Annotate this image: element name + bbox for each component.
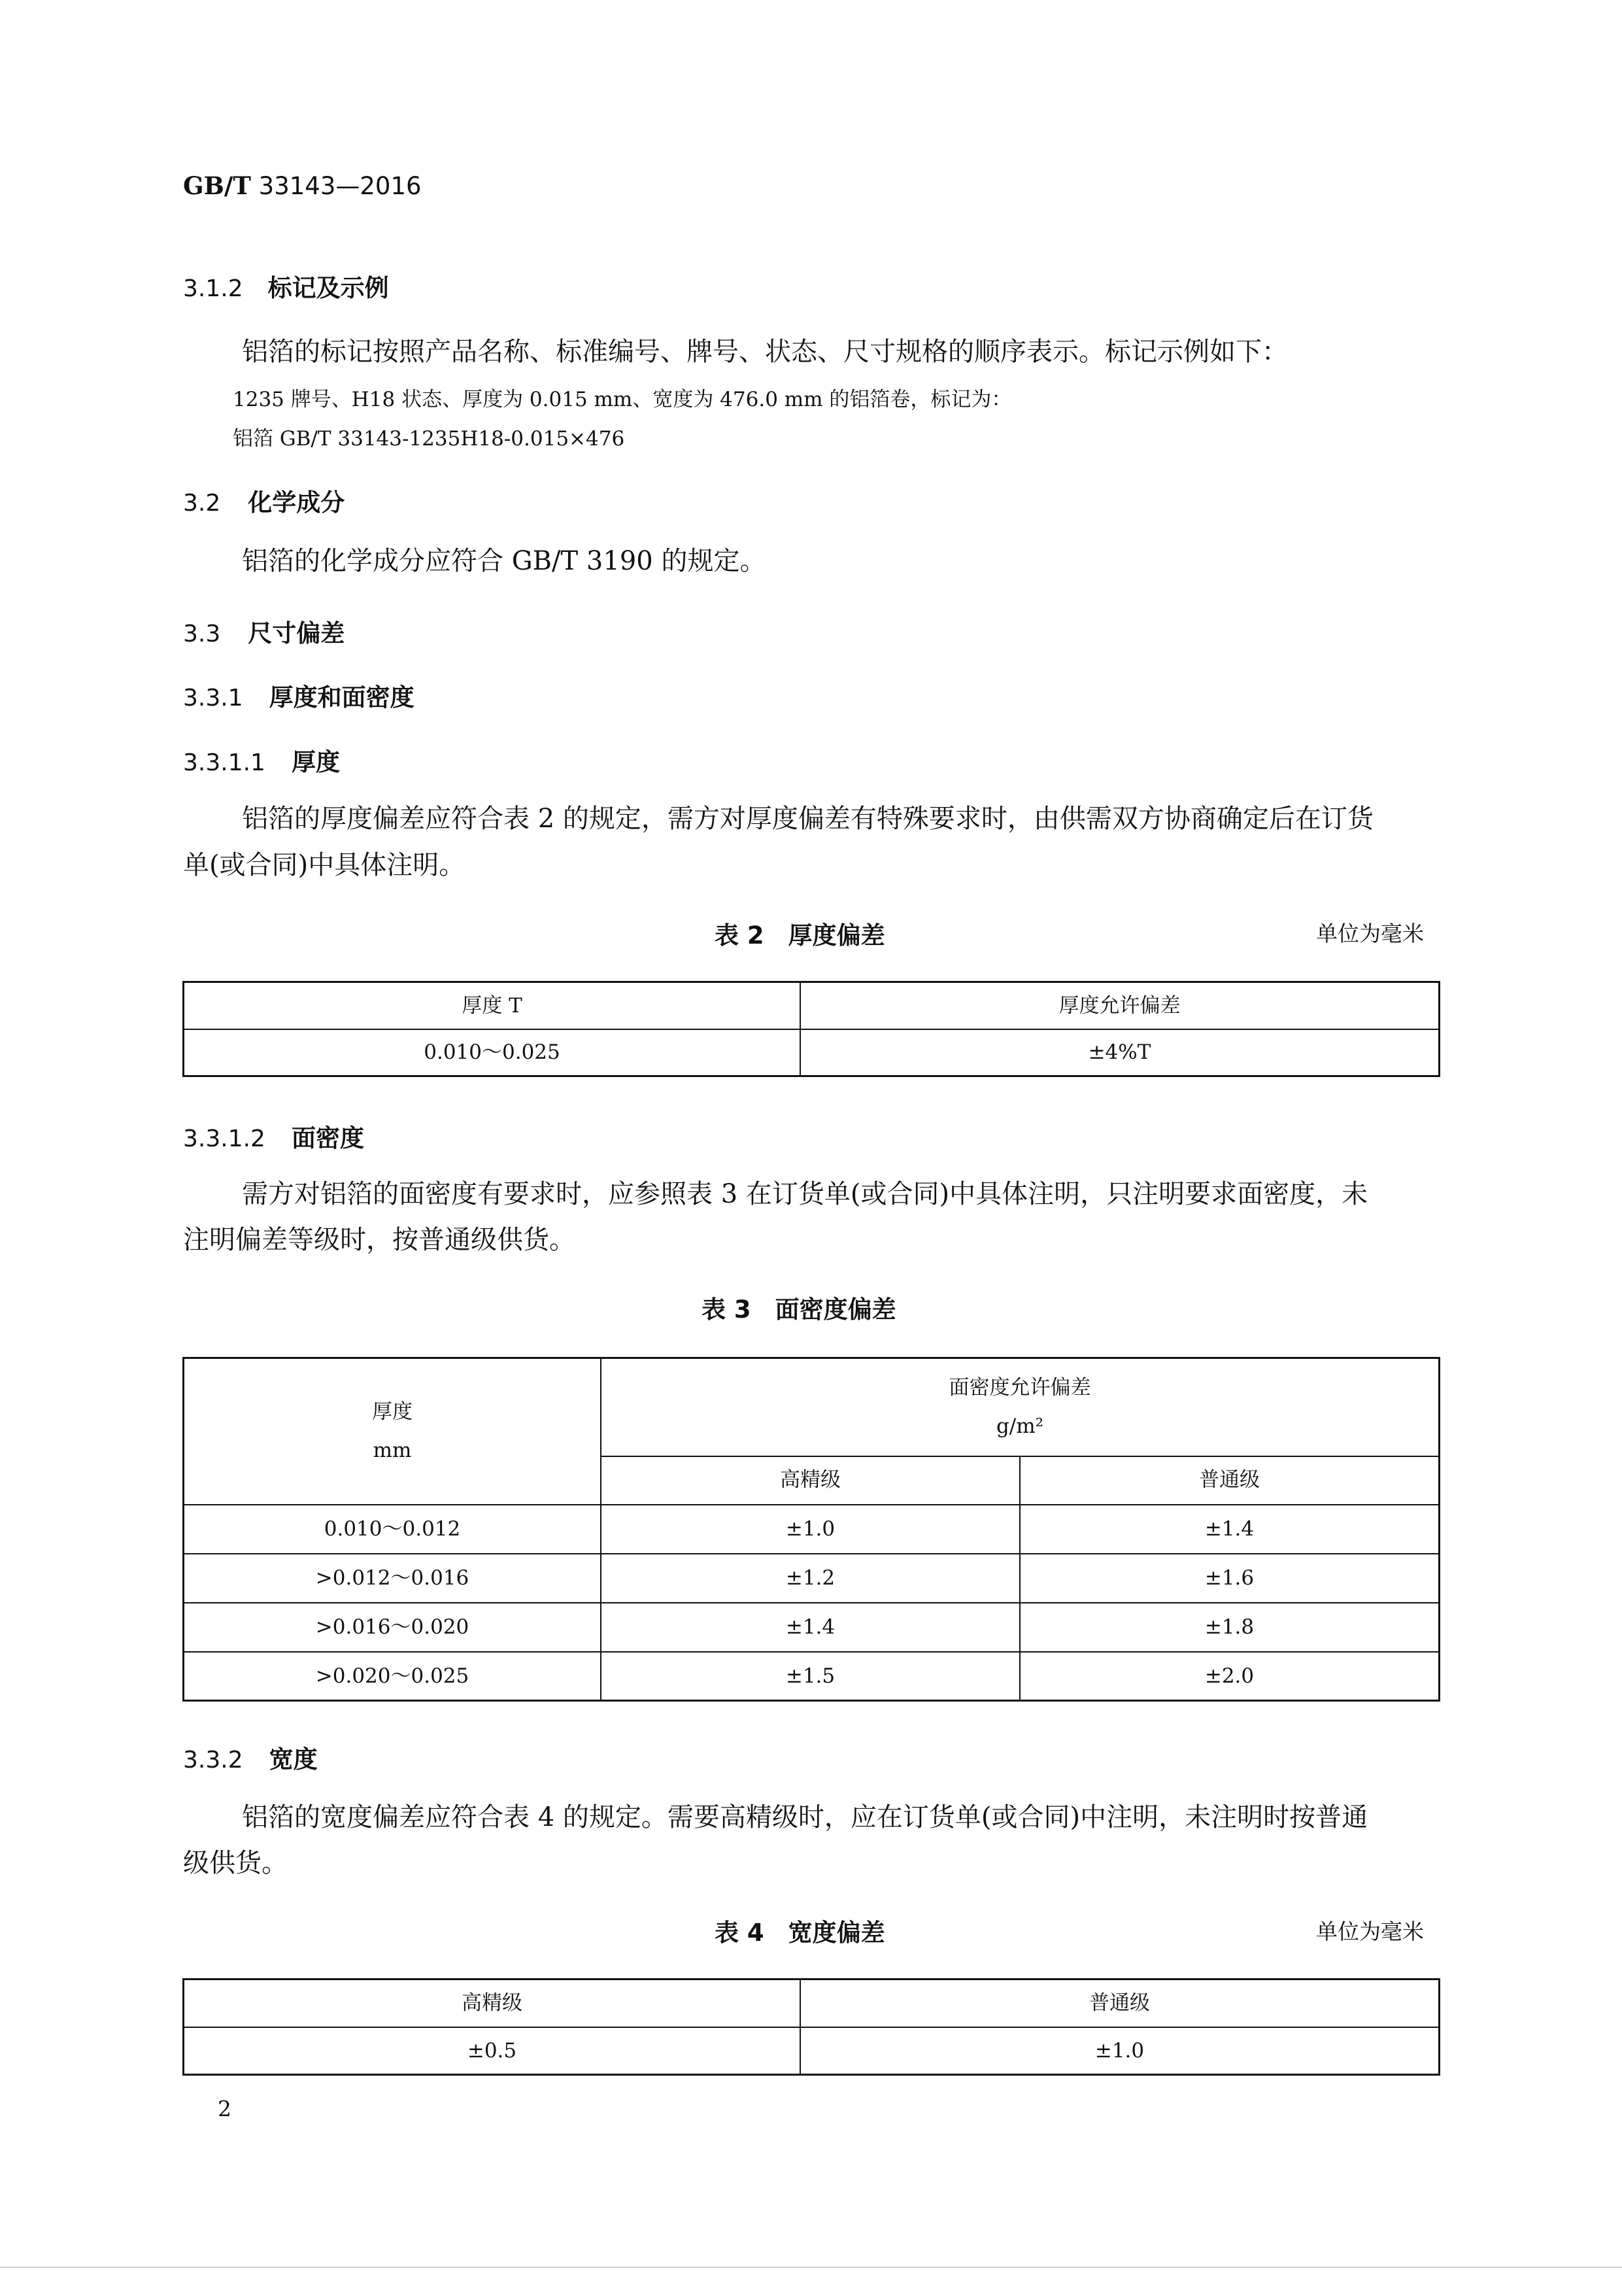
table-cell: ±1.0 <box>800 2027 1440 2075</box>
section-title: 厚度 <box>291 748 340 776</box>
section-3-3-1-heading <box>183 677 414 713</box>
marking-example-line-2: 铝箔 GB/T 33143-1235H18-0.015×476 <box>233 427 625 451</box>
table-cell: 0.010～0.012 <box>184 1505 601 1554</box>
table-cell: ±4%T <box>800 1029 1440 1076</box>
table-cell: ±1.5 <box>601 1652 1020 1701</box>
header-cell: 普通级 <box>1020 1456 1440 1505</box>
header-cell-group <box>601 1358 1440 1456</box>
section-number: 3.3 <box>183 621 221 647</box>
table-3 <box>182 1357 1440 1702</box>
table-row <box>184 1505 1440 1554</box>
header-text: 厚度 <box>372 1399 413 1424</box>
table-header-row <box>184 1358 1440 1456</box>
table-cell: >0.012～0.016 <box>184 1554 601 1603</box>
section-3-1-2-paragraph: 铝箔的标记按照产品名称、标准编号、牌号、状态、尺寸规格的顺序表示。标记示例如下： <box>242 337 1288 367</box>
table-4-caption: 表 4 宽度偏差 <box>715 1919 885 1947</box>
table-2-caption: 表 2 厚度偏差 <box>715 921 885 950</box>
section-3-3-1-2-paragraph-line-1: 需方对铝箔的面密度有要求时，应参照表 3 在订货单(或合同)中具体注明，只注明要求面密度，未 <box>242 1179 1368 1209</box>
section-3-3-heading <box>183 613 345 649</box>
table-cell: ±1.4 <box>1020 1505 1440 1554</box>
section-3-2-paragraph: 铝箔的化学成分应符合 GB/T 3190 的规定。 <box>242 546 766 576</box>
section-3-3-1-2-heading <box>183 1118 364 1154</box>
table-row <box>184 1029 1440 1076</box>
page-number: 2 <box>218 2096 231 2121</box>
section-title: 尺寸偏差 <box>248 619 345 647</box>
section-3-3-2-paragraph-line-1: 铝箔的宽度偏差应符合表 4 的规定。需要高精级时，应在订货单(或合同)中注明，未注明时按普通 <box>242 1802 1368 1832</box>
section-number: 3.1.2 <box>183 275 243 302</box>
table-cell: ±1.0 <box>601 1505 1020 1554</box>
section-3-3-2-heading <box>183 1739 318 1775</box>
section-number: 3.3.2 <box>183 1747 243 1773</box>
section-number: 3.3.1.1 <box>183 749 265 776</box>
standard-code: GB/T 33143—2016 <box>183 171 422 200</box>
header-cell: 普通级 <box>800 1979 1440 2027</box>
bottom-rule <box>0 2267 1622 2268</box>
table-header-row <box>184 1979 1440 2027</box>
table-row <box>184 2027 1440 2075</box>
section-title: 化学成分 <box>248 488 345 517</box>
table-4-unit: 单位为毫米 <box>1316 1919 1424 1944</box>
section-3-3-1-1-paragraph-line-1: 铝箔的厚度偏差应符合表 2 的规定，需方对厚度偏差有特殊要求时，由供需双方协商确定后在订货 <box>242 804 1374 834</box>
section-number: 3.3.1.2 <box>183 1125 265 1152</box>
header-cell-thickness <box>184 1358 601 1505</box>
table-4 <box>182 1978 1440 2076</box>
section-3-3-1-1-heading <box>183 742 340 778</box>
section-number: 3.2 <box>183 490 221 517</box>
table-2 <box>182 981 1440 1077</box>
marking-example-line-1: 1235 牌号、H18 状态、厚度为 0.015 mm、宽度为 476.0 mm 的铝箔卷，标记为： <box>233 388 1012 411</box>
section-number: 3.3.1 <box>183 685 243 711</box>
table-cell: 0.010～0.025 <box>184 1029 801 1076</box>
section-title: 宽度 <box>269 1745 318 1773</box>
table-row <box>184 1652 1440 1701</box>
table-cell: ±2.0 <box>1020 1652 1440 1701</box>
section-title: 标记及示例 <box>267 274 389 302</box>
table-row <box>184 1603 1440 1652</box>
header-cell: 高精级 <box>184 1979 801 2027</box>
table-cell: >0.020～0.025 <box>184 1652 601 1701</box>
table-cell: ±1.8 <box>1020 1603 1440 1652</box>
section-3-3-1-2-paragraph-line-2: 注明偏差等级时，按普通级供货。 <box>183 1225 575 1255</box>
table-cell: ±1.6 <box>1020 1554 1440 1603</box>
table-header-row <box>184 982 1440 1029</box>
table-3-caption: 表 3 面密度偏差 <box>701 1295 896 1324</box>
table-2-unit: 单位为毫米 <box>1316 921 1424 946</box>
header-cell: 厚度 T <box>184 982 801 1029</box>
header-cell: 厚度允许偏差 <box>800 982 1440 1029</box>
header-unit: g/m² <box>996 1414 1044 1438</box>
table-row <box>184 1554 1440 1603</box>
section-3-3-1-1-paragraph-line-2: 单(或合同)中具体注明。 <box>183 850 465 880</box>
section-title: 厚度和面密度 <box>269 683 414 711</box>
table-cell: >0.016～0.020 <box>184 1603 601 1652</box>
section-3-3-2-paragraph-line-2: 级供货。 <box>183 1848 288 1878</box>
header-text: 面密度允许偏差 <box>949 1375 1091 1399</box>
table-cell: ±0.5 <box>184 2027 801 2075</box>
header-cell: 高精级 <box>601 1456 1020 1505</box>
section-3-1-2-heading <box>183 268 389 303</box>
header-unit: mm <box>373 1438 412 1462</box>
section-title: 面密度 <box>291 1124 364 1152</box>
section-3-2-heading <box>183 483 345 518</box>
table-cell: ±1.4 <box>601 1603 1020 1652</box>
table-cell: ±1.2 <box>601 1554 1020 1603</box>
